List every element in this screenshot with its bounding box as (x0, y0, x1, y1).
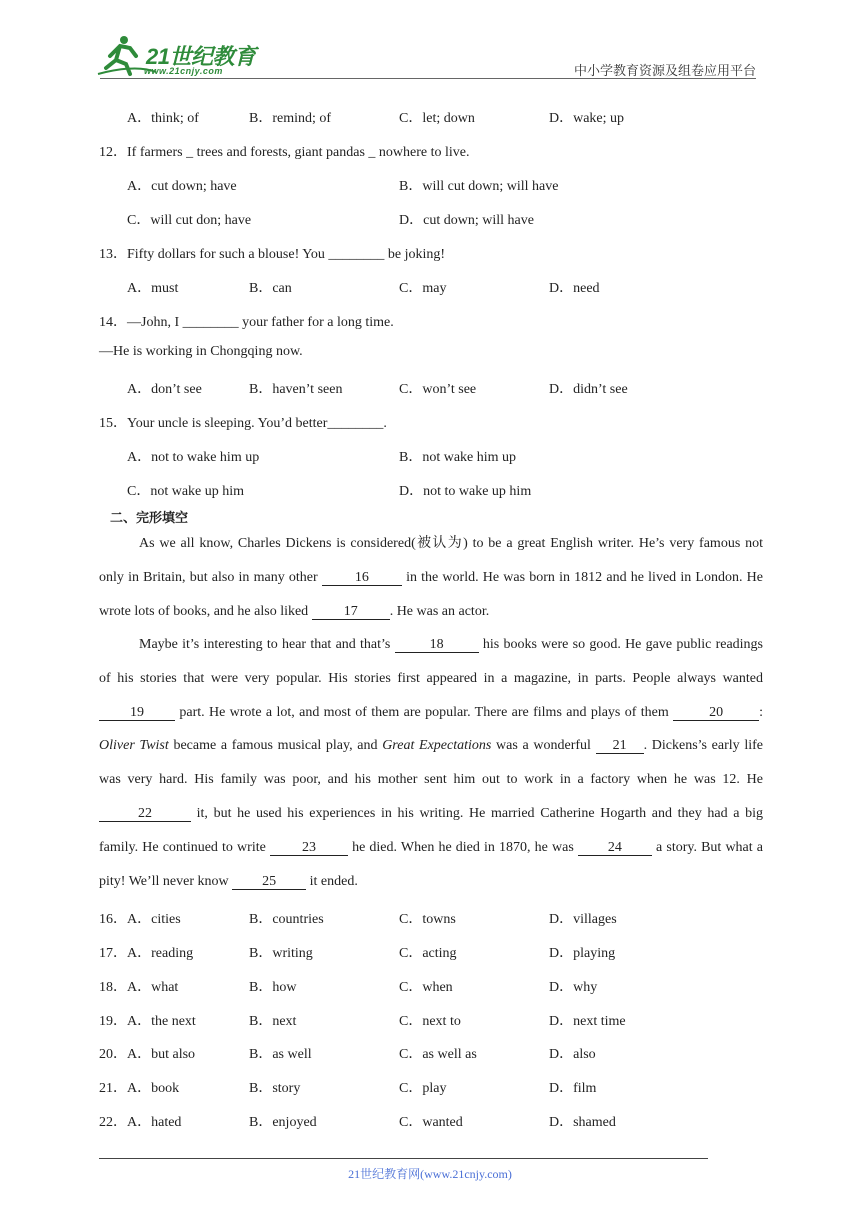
q12-option-b: B．will cut down; will have (399, 179, 559, 194)
q14-option-c: C．won’t see (399, 382, 477, 397)
cloze-q22-option-d: D．shamed (549, 1115, 616, 1130)
q13-option-c: C．may (399, 281, 447, 296)
cloze-q21-option-a: A．book (127, 1081, 180, 1096)
cloze-q22-option-c: C．wanted (399, 1115, 463, 1130)
cloze-q20-option-d: D．also (549, 1047, 596, 1062)
q12-option-a: A．cut down; have (127, 179, 237, 194)
q13-option-a: A．must (127, 281, 179, 296)
q15-option-c: C．not wake up him (127, 484, 245, 499)
cloze-q16-option-a: A．cities (127, 912, 181, 927)
logo-text: 21世纪教育 (146, 44, 256, 69)
blank-20: 20 (673, 705, 759, 721)
cloze-q20-option-c: C．as well as (399, 1047, 477, 1062)
cloze-q22-option-b: B．enjoyed (249, 1115, 317, 1130)
cloze-q18-option-b: B．how (249, 980, 297, 995)
blank-21: 21 (596, 738, 644, 754)
blank-22: 22 (99, 806, 191, 822)
cloze-q22-number: 22． (99, 1115, 127, 1130)
cloze-q19-option-a: A．the next (127, 1014, 196, 1029)
cloze-q19-number: 19． (99, 1014, 127, 1029)
q11-option-d: D．wake; up (549, 111, 625, 126)
cloze-q18-option-a: A．what (127, 980, 179, 995)
cloze-q22-option-a: A．hated (127, 1115, 182, 1130)
q14-option-d: D．didn’t see (549, 382, 628, 397)
q11-option-a: A．think; of (127, 111, 199, 126)
cloze-q17-option-a: A．reading (127, 946, 194, 961)
cloze-q16-option-c: C．towns (399, 912, 456, 927)
cloze-q20-number: 20． (99, 1047, 127, 1062)
blank-16: 16 (322, 570, 402, 586)
cloze-q20-option-b: B．as well (249, 1047, 312, 1062)
blank-25: 25 (232, 874, 306, 890)
blank-17: 17 (312, 604, 390, 620)
cloze-q19-option-c: C．next to (399, 1014, 461, 1029)
blank-19: 19 (99, 705, 175, 721)
cloze-q17-option-b: B．writing (249, 946, 313, 961)
q14-option-a: A．don’t see (127, 382, 202, 397)
footer-site-link[interactable]: 21世纪教育网(www.21cnjy.com) (348, 1167, 512, 1181)
cloze-q18-option-c: C．when (399, 980, 453, 995)
cloze-q17-option-c: C．acting (399, 946, 457, 961)
blank-24: 24 (578, 840, 652, 856)
cloze-q18-number: 18． (99, 980, 127, 995)
q11-option-c: C．let; down (399, 111, 475, 126)
section-title-cloze: 二、完形填空 (110, 511, 189, 526)
cloze-passage-paragraph-2: Maybe it’s interesting to hear that and that’s 18 his books were so good. He gave public readings of his stories that were very popular. His stories first appeared in a magazine, in parts. People always wanted 19 part. He wrote a lot, and most of them are popular. There are films and plays of them 20 : Oliver Twist became a famous musical play, and Great Expectations was a wonderful 21 . Dickens’s early life was very hard. His family was poor, and his mother sent him out to work in a factory when he was 12. He 22 it, but he used his experiences in his writing. He married Catherine Hogarth and they had a big family. He continued to write 23 he died. When he died in 1870, he was 24 a story. But what a pity! We’ll never know 25 it ended. (99, 637, 763, 889)
book-title-oliver-twist: Oliver Twist (99, 738, 169, 754)
q13-option-b: B．can (249, 281, 292, 296)
q12-option-c: C．will cut don; have (127, 213, 252, 228)
book-title-great-expectations: Great Expectations (382, 738, 492, 754)
cloze-q16-option-d: D．villages (549, 912, 617, 927)
q11-option-b: B．remind; of (249, 111, 332, 126)
q12-option-d: D．cut down; will have (399, 213, 534, 228)
cloze-passage-paragraph-1: As we all know, Charles Dickens is considered(被认为) to be a great English writer. He’s very famous not only in Britain, but also in many other 16 in the world. He was born in 1812 and he lived in London. He wrote lots of books, and he also liked 17 . He was an actor. (99, 536, 763, 619)
cloze-q19-option-b: B．next (249, 1014, 297, 1029)
footer-divider (99, 1158, 708, 1159)
q13-stem: 13．Fifty dollars for such a blouse! You ________ be joking! (99, 247, 446, 262)
cloze-q17-number: 17． (99, 946, 127, 961)
blank-18: 18 (395, 637, 479, 653)
q15-option-d: D．not to wake up him (399, 484, 532, 499)
cloze-q19-option-d: D．next time (549, 1014, 626, 1029)
q14-option-b: B．haven’t seen (249, 382, 343, 397)
cloze-q21-option-b: B．story (249, 1081, 301, 1096)
q12-stem: 12．If farmers _ trees and forests, giant pandas _ nowhere to live. (99, 145, 470, 160)
cloze-q16-number: 16． (99, 912, 127, 927)
cloze-q20-option-a: A．but also (127, 1047, 196, 1062)
q14-stem: 14．—John, I ________ your father for a long time. (99, 315, 394, 330)
logo-url: www.21cnjy.com (144, 66, 223, 76)
cloze-q21-option-d: D．film (549, 1081, 597, 1096)
q15-option-b: B．not wake him up (399, 450, 517, 465)
q14-stem-reply: —He is working in Chongqing now. (99, 344, 303, 359)
cloze-q16-option-b: B．countries (249, 912, 324, 927)
cloze-q21-number: 21． (99, 1081, 127, 1096)
q15-option-a: A．not to wake him up (127, 450, 260, 465)
cloze-q18-option-d: D．why (549, 980, 598, 995)
q13-option-d: D．need (549, 281, 600, 296)
blank-23: 23 (270, 840, 348, 856)
header-platform-name: 中小学教育资源及组卷应用平台 (573, 64, 756, 79)
cloze-q21-option-c: C．play (399, 1081, 447, 1096)
q15-stem: 15．Your uncle is sleeping. You’d better________. (99, 416, 387, 431)
cloze-q17-option-d: D．playing (549, 946, 616, 961)
header-divider (100, 78, 756, 79)
